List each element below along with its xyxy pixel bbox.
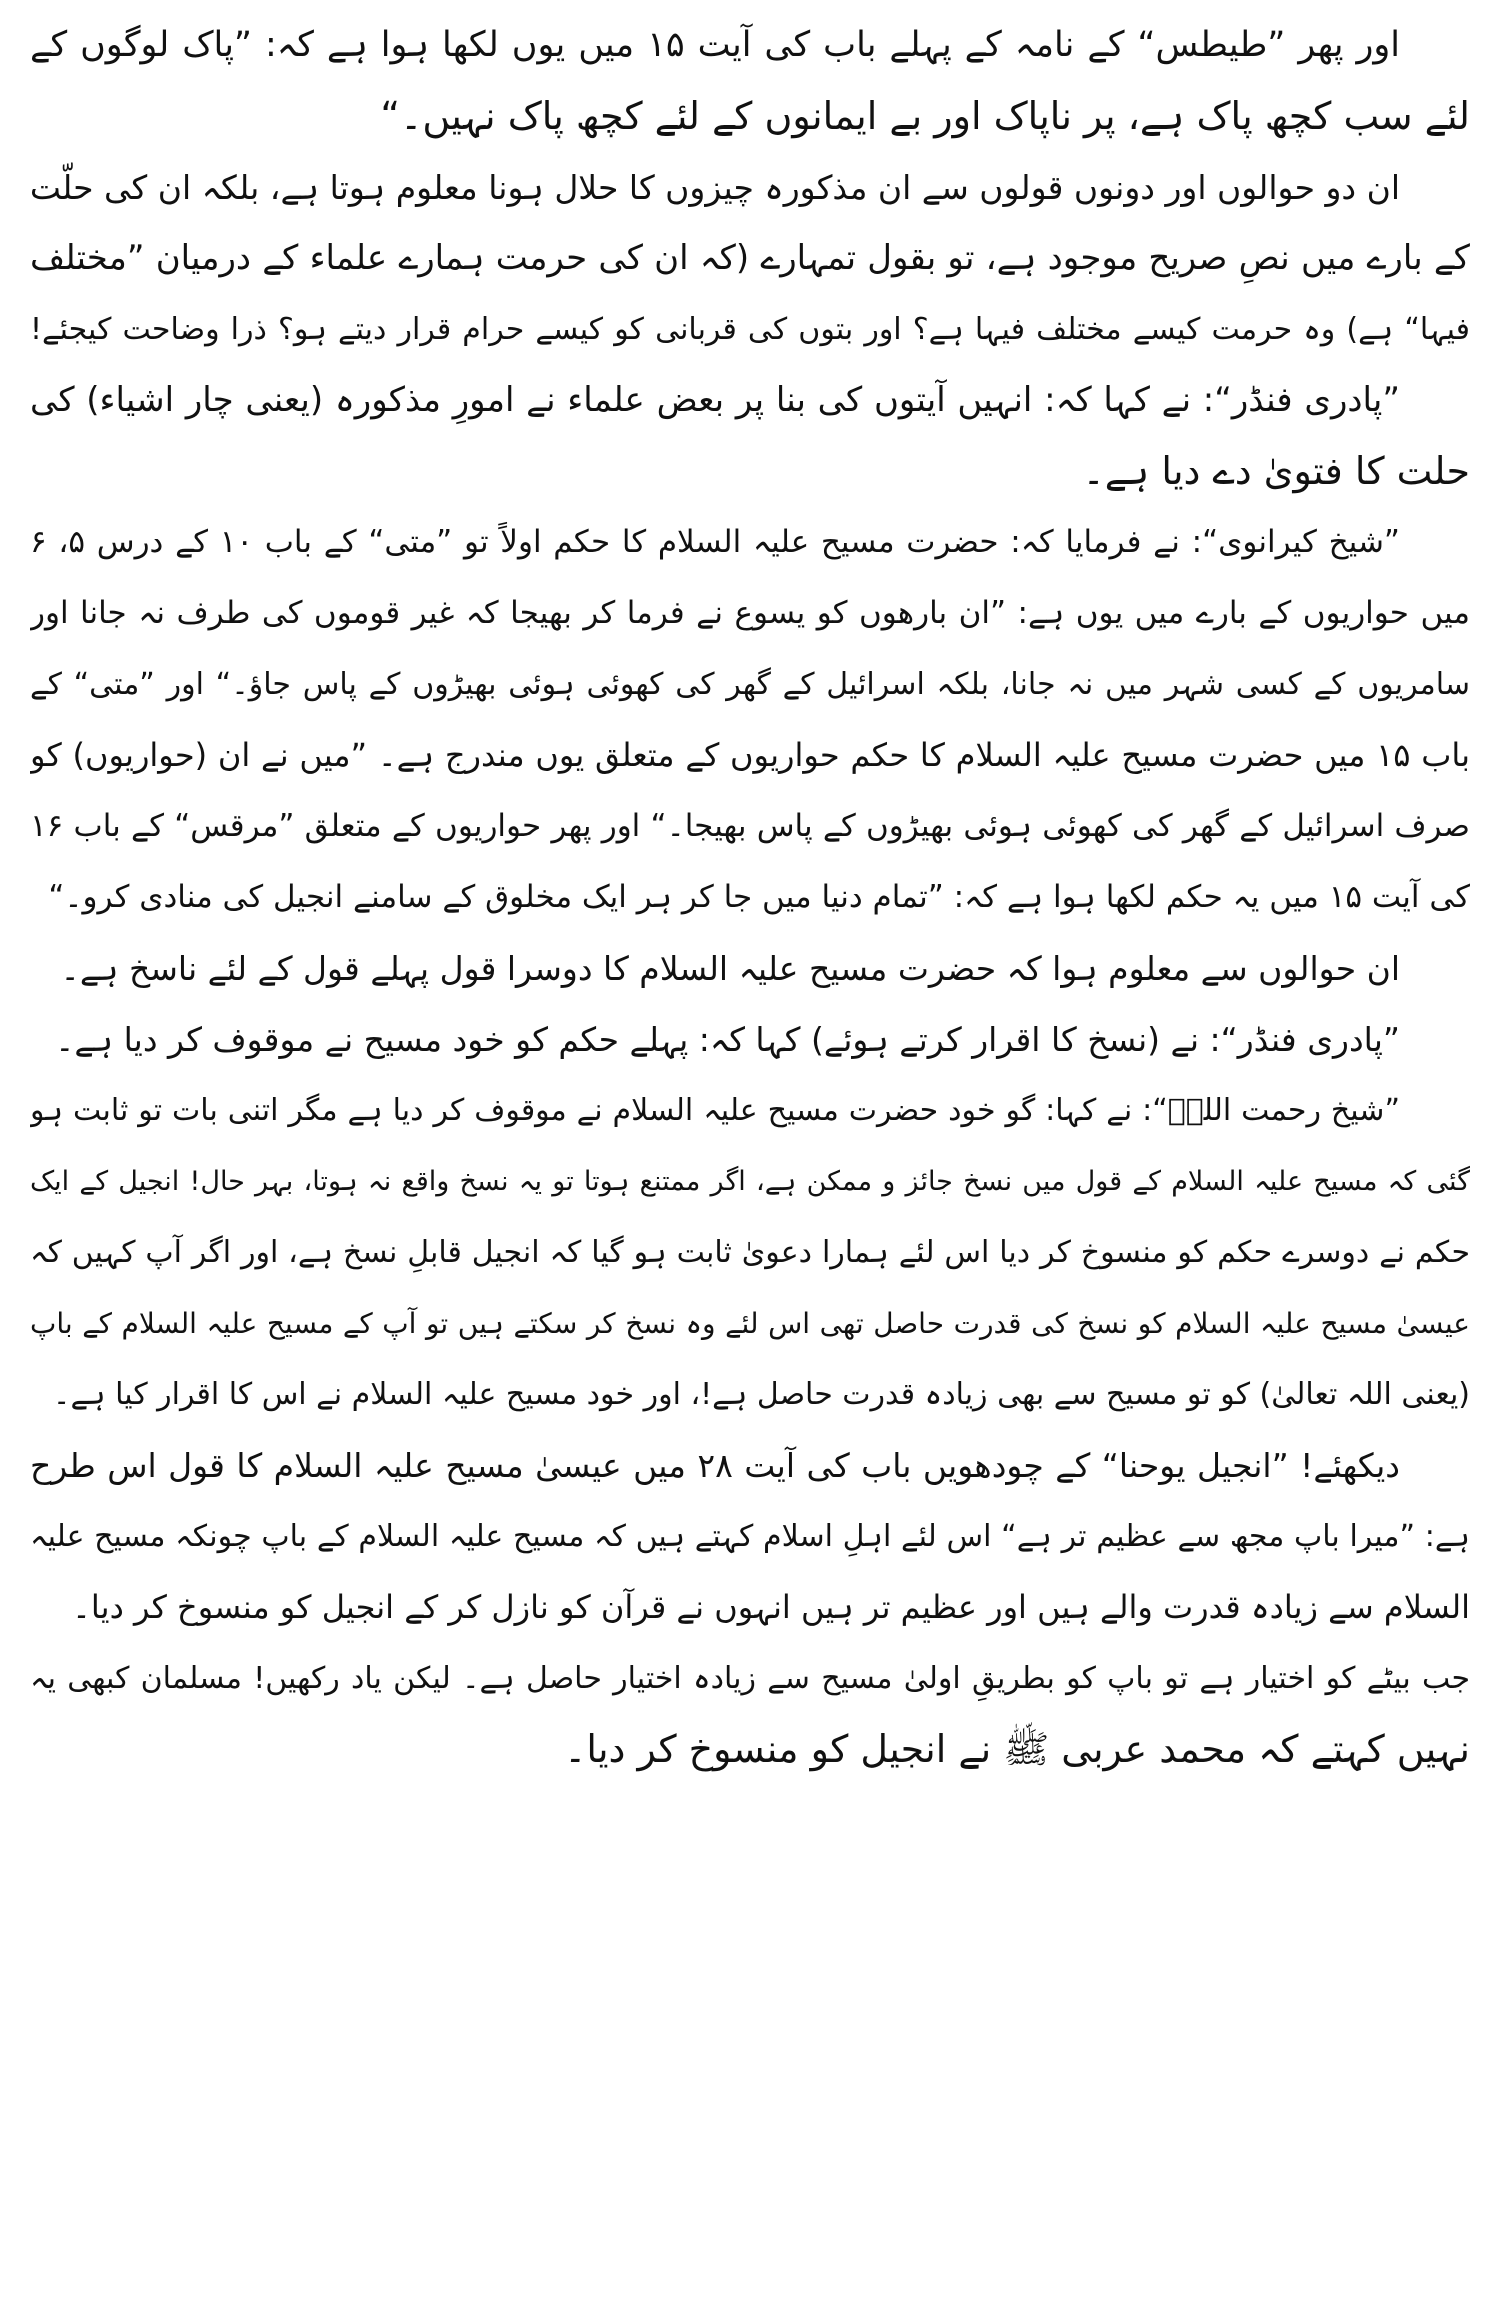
text-line: ان حوالوں سے معلوم ہوا کہ حضرت مسیح علیہ السلام کا دوسرا قول پہلے قول کے لئے ناسخ ہے۔ xyxy=(60,949,1400,988)
text-line: فیہا“ ہے) وہ حرمت کیسے مختلف فیہا ہے؟ اور بتوں کی قربانی کو کیسے حرام قرار دیتے ہو؟ ذرا وضاحت کیجئے! xyxy=(30,312,1470,347)
text-line: کے بارے میں نصِ صریح موجود ہے، تو بقول تمہارے (کہ ان کی حرمت ہمارے علماء کے درمیان ”مختلف xyxy=(30,238,1470,278)
text-line: ”پادری فنڈر“: نے کہا کہ: انہیں آیتوں کی بنا پر بعض علماء نے امورِ مذکورہ (یعنی چار اشیاء) کی xyxy=(30,380,1400,420)
text-line: ”شیخ کیرانوی“: نے فرمایا کہ: حضرت مسیح علیہ السلام کا حکم اولاً تو ”متی“ کے باب ۱۰ کے درس ۵، ۶ xyxy=(30,524,1400,560)
text-line: جب بیٹے کو اختیار ہے تو باپ کو بطریقِ اولیٰ مسیح سے زیادہ اختیار حاصل ہے۔ لیکن یاد رکھیں! مسلمان کبھی یہ xyxy=(30,1661,1470,1696)
text-line: ”پادری فنڈر“: نے (نسخ کا اقرار کرتے ہوئے) کہا کہ: پہلے حکم کو خود مسیح نے موقوف کر دیا ہے۔ xyxy=(55,1020,1400,1059)
text-line: حکم نے دوسرے حکم کو منسوخ کر دیا اس لئے ہمارا دعویٰ ثابت ہو گیا کہ انجیل قابلِ نسخ ہے، اور اگر آپ کہیں کہ xyxy=(30,1235,1470,1270)
text-line: اور پھر ”طیطس“ کے نامہ کے پہلے باب کی آیت ۱۵ میں یوں لکھا ہوا ہے کہ: ”پاک لوگوں کے xyxy=(30,25,1400,65)
text-line: سامریوں کے کسی شہر میں نہ جانا، بلکہ اسرائیل کے گھر کی کھوئی ہوئی بھیڑوں کے پاس جاؤ۔“ اور ”متی“ کے xyxy=(30,667,1470,702)
text-line: ”شیخ رحمت اللہؒ“: نے کہا: گو خود حضرت مسیح علیہ السلام نے موقوف کر دیا ہے مگر اتنی بات تو ثابت ہو xyxy=(30,1093,1400,1128)
text-line: (یعنی اللہ تعالیٰ) کو تو مسیح سے بھی زیادہ قدرت حاصل ہے!، اور خود مسیح علیہ السلام نے اس کا اقرار کیا ہے۔ xyxy=(52,1377,1470,1412)
text-line: عیسیٰ مسیح علیہ السلام کو نسخ کی قدرت حاصل تھی اس لئے وہ نسخ کر سکتے ہیں تو آپ کے مسیح علیہ السلام کے باپ xyxy=(30,1307,1470,1340)
text-line: صرف اسرائیل کے گھر کی کھوئی ہوئی بھیڑوں کے پاس بھیجا۔“ اور پھر حواریوں کے متعلق ”مرقس“ کے باب ۱۶ xyxy=(30,808,1470,844)
text-line: نہیں کہتے کہ محمد عربی ﷺ نے انجیل کو منسوخ کر دیا۔ xyxy=(564,1727,1470,1771)
text-line: حلت کا فتویٰ دے دیا ہے۔ xyxy=(1082,449,1470,493)
text-line: گئی کہ مسیح علیہ السلام کے قول میں نسخ جائز و ممکن ہے، اگر ممتنع ہوتا تو یہ نسخ واقع نہ ہوتا، بہر حال! انجیل کے ایک xyxy=(30,1166,1470,1197)
text-line: دیکھئے! ”انجیل یوحنا“ کے چودھویں باب کی آیت ۲۸ میں عیسیٰ مسیح علیہ السلام کا قول اس طرح xyxy=(30,1446,1400,1485)
text-line: لئے سب کچھ پاک ہے، پر ناپاک اور بے ایمانوں کے لئے کچھ پاک نہیں۔“ xyxy=(380,94,1470,138)
text-line: السلام سے زیادہ قدرت والے ہیں اور عظیم تر ہیں انہوں نے قرآن کو نازل کر کے انجیل کو منسوخ کر دیا۔ xyxy=(72,1588,1470,1626)
text-line: ان دو حوالوں اور دونوں قولوں سے ان مذکورہ چیزوں کا حلال ہونا معلوم ہوتا ہے، بلکہ ان کی حلّت xyxy=(30,168,1400,207)
text-line: ہے: ”میرا باپ مجھ سے عظیم تر ہے“ اس لئے اہلِ اسلام کہتے ہیں کہ مسیح علیہ السلام کے باپ چونکہ مسیح علیہ xyxy=(30,1519,1470,1554)
document-page xyxy=(30,10,1470,2290)
text-line: باب ۱۵ میں حضرت مسیح علیہ السلام کا حکم حواریوں کے متعلق یوں مندرج ہے۔ ”میں نے ان (حواریوں) کو xyxy=(30,736,1470,774)
text-line: میں حواریوں کے بارے میں یوں ہے: ”ان بارھوں کو یسوع نے فرما کر بھیجا کہ غیر قوموں کی طرف نہ جانا اور xyxy=(30,595,1470,631)
text-line: کی آیت ۱۵ میں یہ حکم لکھا ہوا ہے کہ: ”تمام دنیا میں جا کر ہر ایک مخلوق کے سامنے انجیل کی منادی کرو۔“ xyxy=(48,879,1470,915)
